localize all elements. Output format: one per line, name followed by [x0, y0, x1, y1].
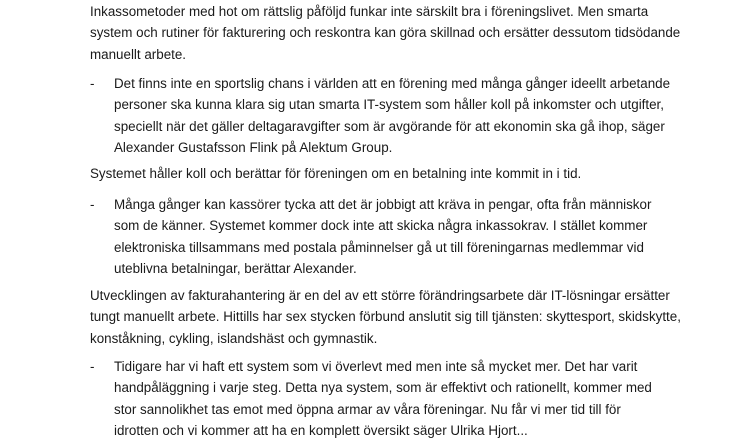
paragraph-system [90, 163, 690, 184]
text-line: handpåläggning i varje steg. Detta nya system, som är effektivt och rationellt, kommer med [114, 380, 652, 396]
text-line: idrotten och vi kommer att ha en komplett översikt säger Ulrika Hjort... [114, 422, 528, 438]
text-line: system och rutiner för fakturering och reskontra kan göra skillnad och ersätter dessutom tidsödande [90, 25, 681, 41]
text-line: Tidigare har vi haft ett system som vi överlevt med men inte så mycket mer. Det har varit [114, 359, 638, 374]
text-line: manuellt arbete. [90, 46, 187, 62]
text-line: speciellt när det gäller deltagaravgifter som är avgörande för att ekonomin ska gå ihop, säger [114, 118, 665, 134]
dash-bullet: - [90, 76, 95, 91]
text-line: Systemet håller koll och berättar för föreningen om en betalning inte kommit in i tid. [90, 166, 582, 181]
dash-bullet: - [90, 197, 95, 212]
paragraph-development [90, 285, 690, 349]
text-line: elektroniska tillsammans med postala påminnelser gå ut till föreningarnas medlemmar vid [114, 239, 644, 255]
text-line: uteblivna betalningar, berättar Alexander. [114, 260, 357, 276]
text-line: konståkning, cykling, islandshäst och gymnastik. [90, 330, 378, 346]
text-line: Det finns inte en sportslig chans i världen att en förening med många gånger ideellt arbetande [114, 76, 671, 91]
text-line: personer ska kunna klara sig utan smarta IT-system som håller koll på inkomster och utgifter, [114, 97, 664, 113]
quote-alexander-2 [90, 194, 674, 279]
text-line: Utvecklingen av fakturahantering är en del av ett större förändringsarbete där IT-lösningar ersätter [90, 288, 670, 303]
dash-bullet: - [90, 359, 95, 374]
text-line: Alexander Gustafsson Flink på Alektum Group. [114, 139, 393, 155]
text-line: som de känner. Systemet kommer dock inte att skicka några inkassokrav. I stället kommer [114, 218, 648, 234]
quote-ulrika [90, 356, 674, 441]
text-line: Många gånger kan kassörer tycka att det är jobbigt att kräva in pengar, ofta från människor [114, 197, 652, 212]
text-line: tungt manuellt arbete. Hittills har sex stycken förbund anslutit sig till tjänsten: skyttesport, skidskytte, [90, 309, 681, 325]
paragraph-intro [90, 1, 690, 65]
quote-alexander-1 [90, 73, 674, 158]
text-line: stor sannolikhet tas emot med öppna armar av våra föreningar. Nu får vi mer tid till för [114, 401, 621, 417]
text-line: Inkassometoder med hot om rättslig påföljd funkar inte särskilt bra i föreningslivet. Men smarta [90, 4, 649, 19]
